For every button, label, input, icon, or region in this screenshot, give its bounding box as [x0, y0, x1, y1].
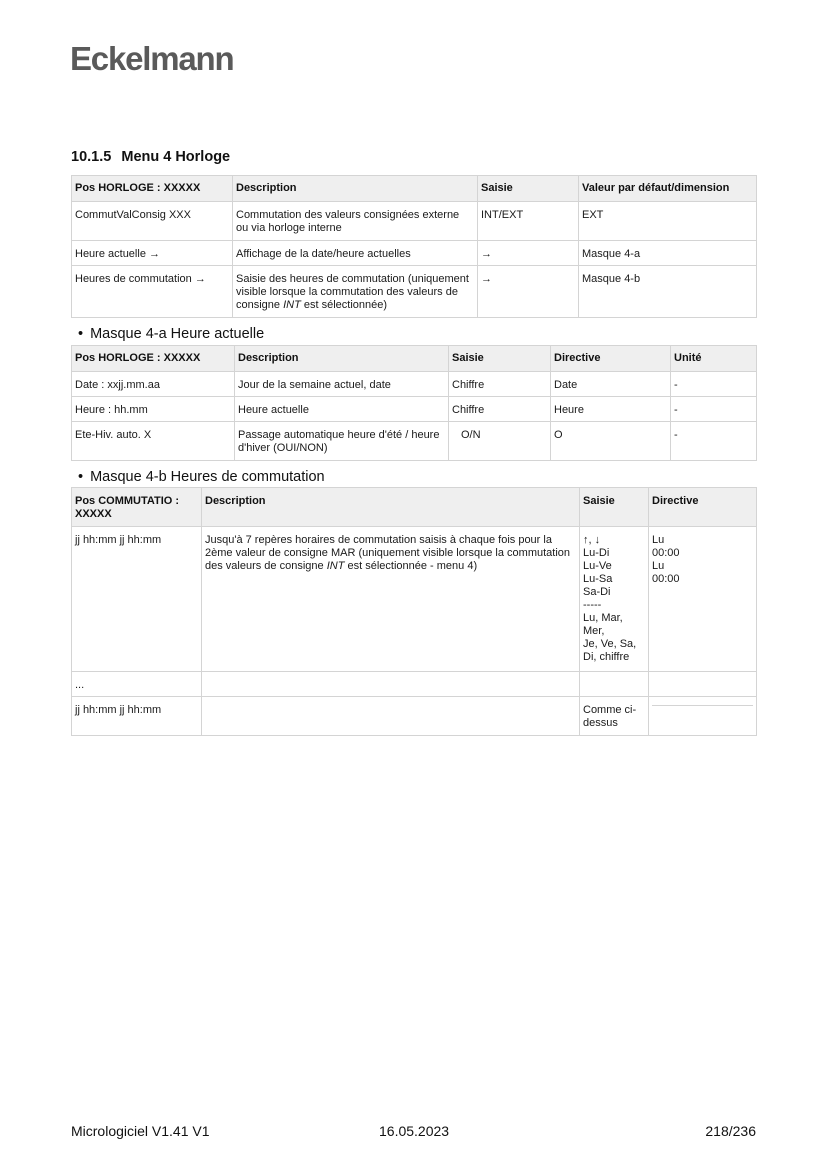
cell-directive [649, 697, 757, 736]
footer-page: 218/236 [705, 1123, 756, 1139]
cell-pos: Heures de commutation → [72, 266, 233, 318]
cell-description: Passage automatique heure d'été / heure d'hiver (OUI/NON) [235, 422, 449, 461]
header-saisie: Saisie [478, 176, 579, 202]
masque-4b-heading [78, 469, 325, 485]
cell-pos: Heure : hh.mm [72, 397, 235, 422]
table-row [72, 697, 757, 736]
saisie-option: Lu-Ve [583, 560, 612, 572]
desc-text: Saisie des heures de commutation (uniquement visible lorsque la commutation des valeurs de consigne [236, 273, 469, 311]
cell-saisie [580, 672, 649, 697]
saisie-option: Je, Ve, Sa, [583, 638, 637, 650]
header-saisie: Saisie [449, 346, 551, 372]
desc-text: Jusqu'à 7 repères horaires de commutation saisis à chaque fois pour la 2ème valeur de consigne MAR (uniquement visible lorsque la commutation des valeurs de consigne [205, 534, 571, 572]
header-unite: Unité [671, 346, 757, 372]
table-row [72, 266, 757, 318]
cell-description: Heure actuelle [235, 397, 449, 422]
cell-pos: jj hh:mm jj hh:mm [72, 527, 202, 672]
desc-text: est sélectionnée) [300, 299, 388, 311]
cell-pos: jj hh:mm jj hh:mm [72, 697, 202, 736]
cell-directive: O [551, 422, 671, 461]
directive-value: 00:00 [652, 547, 680, 559]
header-description: Description [202, 488, 580, 527]
cell-valeur: EXT [579, 202, 757, 241]
saisie-option: Sa-Di [583, 586, 611, 598]
directive-value: 00:00 [652, 573, 680, 585]
header-description: Description [235, 346, 449, 372]
footer-date: 16.05.2023 [379, 1123, 450, 1139]
directive-value: Lu [652, 560, 665, 572]
cell-saisie: Comme ci-dessus [580, 697, 649, 736]
section-number: 10.1.5 [71, 149, 112, 165]
cell-pos: Date : xxjj.mm.aa [72, 372, 235, 397]
cell-unite: - [671, 397, 757, 422]
cell-directive [649, 672, 757, 697]
saisie-option: ↑, ↓ [583, 534, 601, 546]
table-row [72, 422, 757, 461]
section-title: Menu 4 Horloge [121, 149, 231, 165]
cell-saisie: Chiffre [449, 372, 551, 397]
cell-description [233, 266, 478, 318]
masque-4a-heading [78, 326, 264, 342]
cell-description: Commutation des valeurs consignées externe ou via horloge interne [233, 202, 478, 241]
header-valeur: Valeur par défaut/dimension [579, 176, 757, 202]
bullet-icon: • [78, 326, 84, 342]
cell-description [202, 527, 580, 672]
cell-saisie: → [478, 241, 579, 266]
table-header-row [72, 176, 757, 202]
saisie-option: Lu-Sa [583, 573, 613, 585]
cell-unite: - [671, 372, 757, 397]
header-pos: Pos HORLOGE : XXXXX [72, 176, 233, 202]
cell-saisie [580, 527, 649, 672]
cell-valeur: Masque 4-a [579, 241, 757, 266]
horloge-table [71, 175, 757, 318]
table-row [72, 372, 757, 397]
header-directive: Directive [649, 488, 757, 527]
cell-description [202, 697, 580, 736]
table-header-row [72, 488, 757, 527]
header-pos: Pos COMMUTATIO : XXXXX [72, 488, 202, 527]
table-row [72, 241, 757, 266]
header-description: Description [233, 176, 478, 202]
masque-4b-title: Masque 4-b Heures de commutation [90, 469, 325, 485]
footer-software: Micrologiciel V1.41 V1 [71, 1123, 210, 1139]
cell-saisie: O/N [449, 422, 551, 461]
cell-pos: CommutValConsig XXX [72, 202, 233, 241]
bullet-icon: • [78, 469, 84, 485]
section-heading [71, 149, 230, 165]
cell-directive: Heure [551, 397, 671, 422]
cell-directive [649, 527, 757, 672]
saisie-option: Di, chiffre [583, 651, 630, 663]
cell-description [202, 672, 580, 697]
cell-saisie: Chiffre [449, 397, 551, 422]
header-directive: Directive [551, 346, 671, 372]
cell-saisie: → [478, 266, 579, 318]
header-pos: Pos HORLOGE : XXXXX [72, 346, 235, 372]
desc-emphasis: INT [283, 299, 301, 311]
table-row [72, 202, 757, 241]
table-row [72, 397, 757, 422]
cell-directive: Date [551, 372, 671, 397]
masque-4b-table [71, 487, 757, 736]
saisie-option: Lu, Mar, [583, 612, 623, 624]
saisie-option: Mer, [583, 625, 605, 637]
desc-text: est sélectionnée - menu 4) [344, 560, 478, 572]
table-row [72, 672, 757, 697]
cell-valeur: Masque 4-b [579, 266, 757, 318]
cell-pos: ... [72, 672, 202, 697]
desc-emphasis: INT [326, 560, 345, 572]
saisie-option: Lu-Di [583, 547, 610, 559]
directive-value: Lu [652, 534, 665, 546]
cell-pos: Heure actuelle → [72, 241, 233, 266]
cell-description: Affichage de la date/heure actuelles [233, 241, 478, 266]
cell-saisie: INT/EXT [478, 202, 579, 241]
saisie-option: ----- [583, 599, 602, 611]
divider [652, 705, 753, 706]
cell-pos: Ete-Hiv. auto. X [72, 422, 235, 461]
cell-description: Jour de la semaine actuel, date [235, 372, 449, 397]
header-saisie: Saisie [580, 488, 649, 527]
masque-4a-table [71, 345, 757, 461]
eckelmann-logo: Eckelmann [70, 40, 234, 77]
table-header-row [72, 346, 757, 372]
cell-unite: - [671, 422, 757, 461]
table-row [72, 527, 757, 672]
masque-4a-title: Masque 4-a Heure actuelle [90, 326, 265, 342]
